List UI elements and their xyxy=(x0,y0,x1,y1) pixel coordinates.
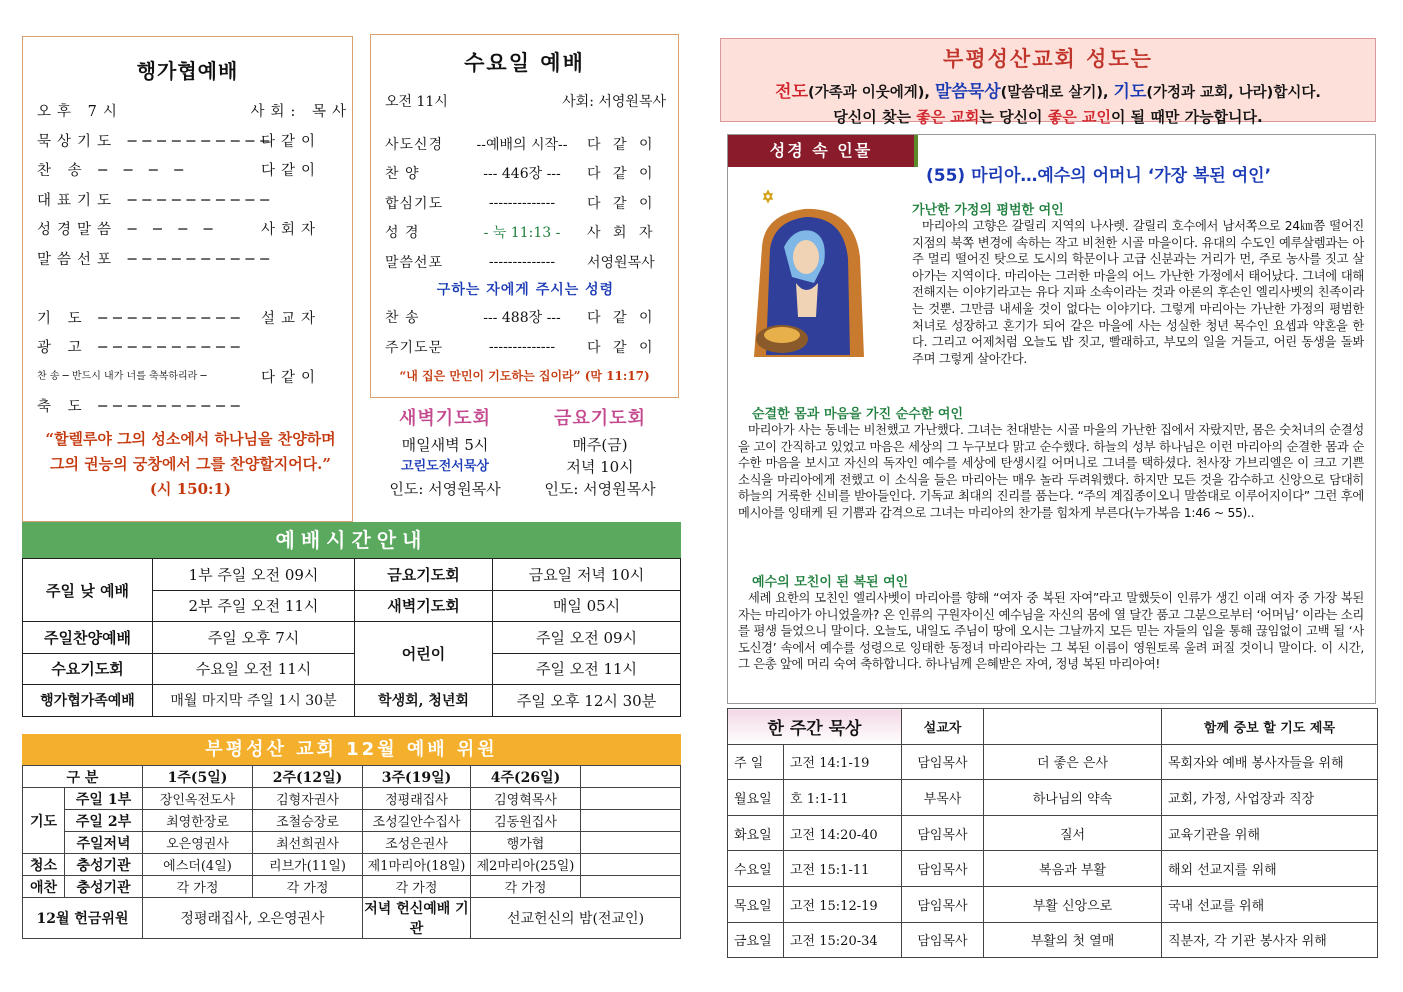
family-worship-order xyxy=(23,96,352,421)
weekly-table xyxy=(727,708,1378,958)
article-tab: 성경 속 인물 xyxy=(728,135,914,167)
wednesday-worship-order xyxy=(371,91,678,362)
wednesday-host: 사회: 서영원목사 xyxy=(562,94,666,110)
order-row: 묵상기도 ────────── 다같이 xyxy=(37,133,322,150)
order-row: 합심기도 -------------- 다 같 이 xyxy=(385,194,657,212)
table-row: 한 주간 묵상 설교자 함께 중보 할 기도 제목 xyxy=(728,709,1378,745)
family-worship-title: 행가협예배 xyxy=(136,59,239,83)
order-row: 말씀선포 -------------- 서영원목사 xyxy=(385,253,655,271)
table-row: 화요일 고전 14:20-40 담임목사 질서 교육기관을 위해 xyxy=(728,815,1378,851)
worship-committee xyxy=(22,734,681,941)
schedule-header: 예배시간안내 xyxy=(22,522,681,558)
bible-character-article xyxy=(727,134,1376,704)
order-row: 기 도 ────────── 설교자 xyxy=(37,310,322,327)
schedule-table xyxy=(22,558,681,717)
family-worship-box xyxy=(22,36,353,522)
table-row: 주일 2부 최영한장로 조철승장로 조성길안수집사 김동원집사 xyxy=(23,810,681,832)
table-row: 애찬 충성기관 각 가정 각 가정 각 가정 각 가정 xyxy=(23,876,681,898)
article-section-1: 가난한 가정의 평범한 여인 마리아의 고향은 갈릴리 지역의 나사렛. 갈릴리 호수에서 남서쪽으로 24㎞쯤 떨어진 지점의 북쪽 변경에 속하는 작고 비천한 시골 마을이다. 유대의 수도인 예루살렘과는 아주 멀리 떨어진 탓으로 도시의 학문이나 고급 신분과는 거리가 먼, 주로 농사를 짓고 살아가는 지역이다. 마리아는 그러한 마을의 어느 가난한 가정에서 태어났다. 그녀에 대해 전해지는 이야기라고는 유다 지파 소속이라는 것과 아론의 후손인 엘리사벳의 친족이라는 것뿐. 그만큼 내세울 것이 없다는 이야기다. 그렇게 마리아는 가난한 가정의 평범한 처녀로 성장하고 혼기가 되어 같은 마을에 사는 성실한 청년 목수인 요셉과 약혼을 한다. 그리고 어제처럼 오늘도 밥 짓고, 빨래하고, 부모의 일을 거들고, 어린 동생을 돌봐 주며 그렇게 살아간다. xyxy=(912,203,1364,366)
table-row: 수요일 고전 15:1-11 담임목사 복음과 부활 해외 선교지를 위해 xyxy=(728,851,1378,887)
wednesday-time: 오전 11시 xyxy=(385,94,448,110)
table-row: 주일 낮 예배 1부 주일 오전 09시 금요기도회 금요일 저녁 10시 xyxy=(23,559,681,591)
worship-schedule xyxy=(22,522,681,717)
article-title: (55) 마리아…예수의 어머니 ‘가장 복된 여인’ xyxy=(926,166,1272,186)
order-row xyxy=(37,273,352,303)
table-row: 구 분 1주(5일) 2주(12일) 3주(19일) 4주(26일) xyxy=(23,766,681,788)
article-section-3: 예수의 모친이 된 복된 여인 세례 요한의 모친인 엘리사벳이 마리아를 향해 “여자 중 복된 자여”라고 말했듯이 인류가 생긴 이래 여자 중 가장 복된 자는 마리아가 아니었을까? 온 인류의 구원자이신 예수님을 자신의 몸에 열 달간 품고 그분으로부터 ‘어머님’ 이라는 소리를 평생 들었으니 말이다. 오늘도, 내일도 주님이 땅에 오시는 그날까지 모든 믿는 자들의 입을 통해 끊임없이 고백 될 ‘사도신경’ 속에서 예수를 성령으로 잉태한 동정녀 마리아라는 그 복된 이름이 영원토록 울려 퍼질 것이니 말이다. 이 시간, 그 은총 앞에 머리 숙여 축하합니다. 하나님께 은혜받은 자여, 정녕 복된 마리아여! xyxy=(738,575,1364,672)
banner-line-1: 전도(가족과 이웃에게), 말씀묵상(말씀대로 살기), 기도(가정과 교회, 나라)합시다. xyxy=(775,82,1321,102)
table-row: 청소 충성기관 에스더(4일) 리브가(11일) 제1마리아(18일) 제2마리아(25일) xyxy=(23,854,681,876)
table-row: 금요일 고전 15:20-34 담임목사 부활의 첫 열매 직분자, 각 기관 봉사자 위해 xyxy=(728,922,1378,958)
table-row: 12월 헌금위원 정평래집사, 오은영권사 저녁 헌신예배 기관 선교헌신의 밤(전교인) xyxy=(23,898,681,939)
friday-prayer: 금요기도회 매주(금) 저녁 10시 인도: 서영원목사 xyxy=(544,408,656,498)
order-row: 축 도 ────────── xyxy=(37,399,246,416)
order-row: 주기도문 -------------- 다 같 이 xyxy=(385,338,657,356)
committee-table xyxy=(22,765,681,939)
table-row: 월요일 호 1:1-11 부목사 하나님의 약속 교회, 가정, 사업장과 직장 xyxy=(728,780,1378,816)
order-row: 찬 송 --- 488장 --- 다 같 이 xyxy=(385,310,657,327)
mark-quote: “내 집은 만민이 기도하는 집이라” (막 11:17) xyxy=(399,369,650,383)
dawn-prayer: 새벽기도회 매일새벽 5시 고린도전서묵상 인도: 서영원목사 xyxy=(389,408,501,498)
table-row: 주일찬양예배 주일 오후 7시 어린이 주일 오전 09시 xyxy=(23,622,681,654)
order-row: 사도신경 --예배의 시작-- 다 같 이 xyxy=(385,136,657,153)
order-row: 대표기도 ────────── xyxy=(37,192,275,209)
prayer-meetings xyxy=(370,404,679,514)
wednesday-worship-title: 수요일 예배 xyxy=(464,50,585,75)
table-row: 주일저녁 오은영권사 최선희권사 조성은권사 행가협 xyxy=(23,832,681,854)
table-row: 2부 주일 오전 11시 새벽기도회 매일 05시 xyxy=(23,590,681,622)
table-row: 기도 주일 1부 장인옥전도사 김형자권사 정평래집사 김영혁목사 xyxy=(23,788,681,810)
banner-line-2: 당신이 찾는 좋은 교회는 당신이 좋은 교인이 될 때만 가능합니다. xyxy=(833,108,1263,126)
sermon-title: 구하는 자에게 주시는 성령 xyxy=(436,281,615,298)
order-row: 찬 양 --- 446장 --- 다 같 이 xyxy=(385,166,657,183)
church-motto-banner xyxy=(720,38,1376,126)
table-row: 행가협가족예배 매월 마지막 주일 1시 30분 학생회, 청년회 주일 오후 12시 30분 xyxy=(23,685,681,717)
weekly-meditation xyxy=(727,708,1378,957)
table-row: 수요기도회 수요일 오전 11시 주일 오전 11시 xyxy=(23,653,681,685)
wednesday-worship-box xyxy=(370,34,679,398)
psalm-quote: “할렐루야 그의 성소에서 하나님을 찬양하며 그의 권능의 궁창에서 그를 찬양할지어다.” (시 150:1) xyxy=(45,430,336,498)
article-section-2: 순결한 몸과 마음을 가진 순수한 여인 마리아가 사는 동네는 비천했고 가난했다. 그녀는 천대받는 시골 마을의 가난한 집에서 자랐지만, 몸은 숫처녀의 순결성을 고이 간직하고 있었고 마음은 세상의 그 누구보다 맑고 순수했다. 하늘의 성부 하나님은 이런 마리아의 순결한 몸과 순수한 마음을 보시고 자신의 독자인 예수를 세상에 탄생시킬 어머니로 그녀를 택하셨다. 천사장 가브리엘은 이 크고 기쁜 소식을 마리아에게 전했고 이 소식을 들은 마리아는 매우 놀라 두려워했다. 하지만 모든 것을 감수하고 신앙으로 담대히 하늘의 거룩한 신비를 받아들인다. 기독교 최대의 진리를 품는다. “주의 계집종이오니 말씀대로 이루어지이다” 그런 후에 메시아를 잉태케 된 기쁨과 감격으로 그녀는 마리아의 찬가를 힘차게 부른다(누가복음 1:46 ~ 55).. xyxy=(738,407,1364,520)
table-row: 주 일 고전 14:1-19 담임목사 더 좋은 은사 목회자와 예배 봉사자들을 위해 xyxy=(728,744,1378,780)
order-row: 성경말씀 ─ ─ ─ ─ 사회자 xyxy=(37,222,322,239)
table-row: 목요일 고전 15:12-19 담임목사 부활 신앙으로 국내 선교를 위해 xyxy=(728,886,1378,922)
order-row: 오후 7시 사회: 목사 xyxy=(37,104,352,121)
mary-illustration-icon xyxy=(744,187,876,361)
banner-title: 부평성산교회 성도는 xyxy=(943,47,1153,71)
order-row: 찬 송 ─ ─ ─ ─ 다같이 xyxy=(37,163,322,180)
order-row: 말씀선포 ────────── xyxy=(37,251,275,268)
order-row: 광 고 ────────── xyxy=(37,340,246,357)
order-row: 찬 송 ─ 반드시 내가 너를 축복하리라 ─ 다같이 xyxy=(37,369,322,386)
committee-header: 부평성산 교회 12월 예배 위원 xyxy=(22,734,681,765)
order-row: 성 경 - 눅 11:13 - 사 회 자 xyxy=(385,225,657,242)
